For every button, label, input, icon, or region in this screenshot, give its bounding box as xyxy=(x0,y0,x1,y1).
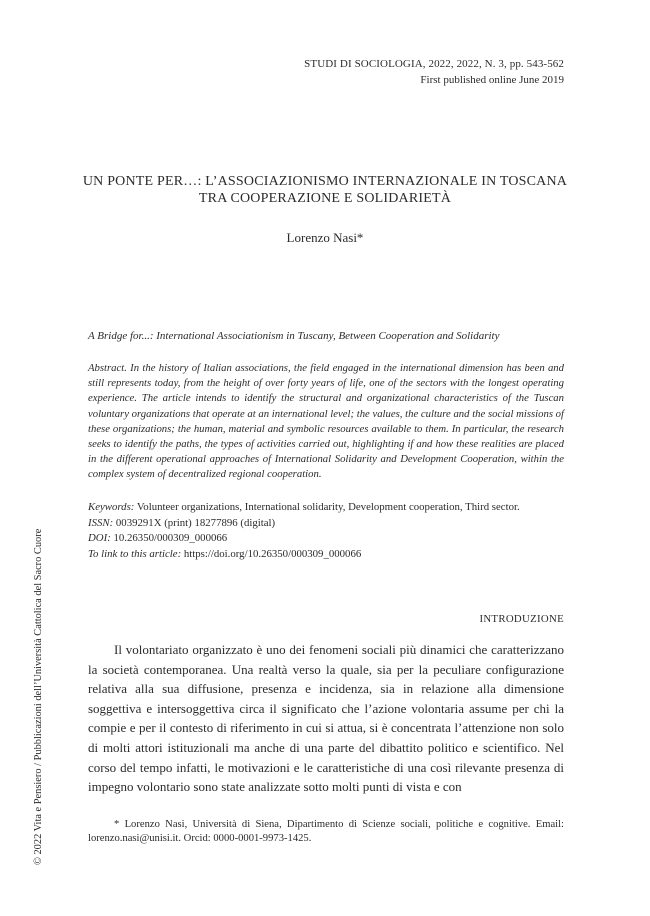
author-name: Lorenzo Nasi* xyxy=(286,230,364,245)
article-title xyxy=(70,173,580,207)
issn-value: 0039291X (print) 18277896 (digital) xyxy=(115,516,276,529)
keywords-value: Volunteer organizations, International solidarity, Development cooperation, Third sector. xyxy=(136,501,520,513)
published-online-note: First published online June 2019 xyxy=(420,74,564,86)
article-link[interactable]: https://doi.org/10.26350/000309_000066 xyxy=(183,547,362,560)
keywords-line xyxy=(88,500,564,516)
author-footnote: * Lorenzo Nasi, Università di Siena, Dipartimento di Scienze sociali, politiche e cognitive. Email: lorenzo.nasi@unisi.it. Orcid: 0000-0001-9973-1425. xyxy=(88,819,564,844)
side-copyright-notice: © 2022 Vita e Pensiero / Pubblicazioni dell’Università Cattolica del Sacro Cuore xyxy=(33,528,44,865)
section-heading: INTRODUZIONE xyxy=(479,613,564,625)
doi-label: DOI: xyxy=(88,532,111,545)
abstract: Abstract. In the history of Italian associations, the field engaged in the international dimension has been and still represents today, from the height of over forty years of life, one of the sectors with the longest operating experience. The article intends to identify the structural and organizational characteristics of the Tuscan voluntary organizations that operate at an international level; the values, the culture and the social missions of these organizations; the human, material and symbolic resources available to them. In particular, the research seeks to identify the paths, the types of activities carried out, highlighting if and how these realities are placed in the different operational approaches of International Solidarity and Development Cooperation, within the complex system of decentralized regional cooperation. xyxy=(88,362,564,481)
keywords-label: Keywords: xyxy=(88,501,135,513)
doi-line xyxy=(88,531,564,547)
issn-line xyxy=(88,516,564,532)
article-link-label: To link to this article: xyxy=(88,547,182,560)
body-paragraph: Il volontariato organizzato è uno dei fenomeni sociali più dinamici che caratterizzano la società contemporanea. Una realtà verso la quale, sia per la peculiare configurazione relativa alla sua diffusione, presenza e incidenza, sia in relazione alla dimensione soggettiva e intersoggettiva circa il significato che l’azione volontaria assume per chi la compie e per il contesto di riferimento in cui si attua, si è concentrata l’attenzione non solo di molti attori istituzionali ma anche di una parte del dibattito politico e scientifico. Nel corso del tempo infatti, le motivazioni e le caratteristiche di una così rilevante presenza di impegno volontario sono state analizzate sotto molti punti di vista e con xyxy=(88,642,564,795)
issn-label: ISSN: xyxy=(88,516,114,529)
metadata-block xyxy=(88,500,564,562)
english-title: A Bridge for...: International Associationism in Tuscany, Between Cooperation and Solidarity xyxy=(88,330,500,342)
journal-citation: STUDI DI SOCIOLOGIA, 2022, 2022, N. 3, pp. 543-562 xyxy=(304,58,564,70)
article-title-line-1: UN PONTE PER…: L’ASSOCIAZIONISMO INTERNAZIONALE IN TOSCANA xyxy=(82,174,568,189)
article-link-line xyxy=(88,547,564,563)
article-title-line-2: TRA COOPERAZIONE E SOLIDARIETÀ xyxy=(198,191,452,206)
doi-value: 10.26350/000309_000066 xyxy=(113,532,228,545)
